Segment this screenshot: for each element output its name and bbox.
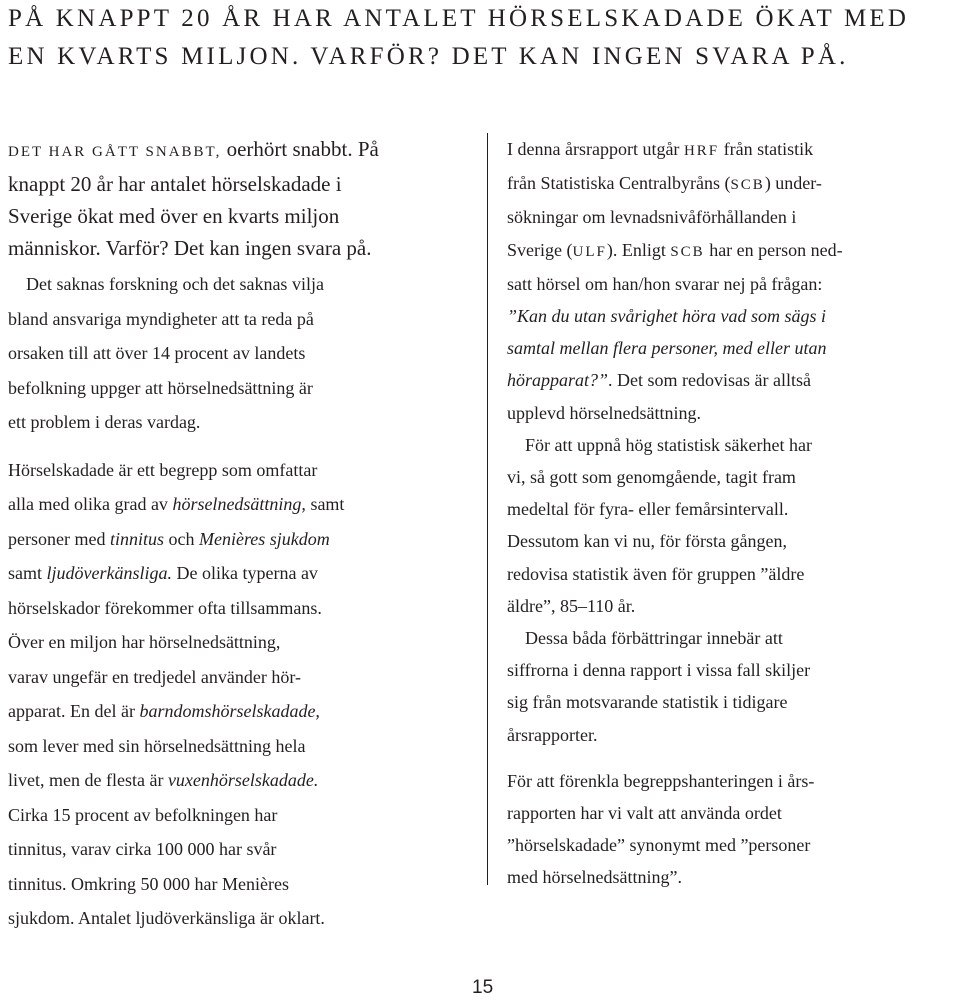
intro-paragraph: DET HAR GÅTT SNABBT, oerhört snabbt. På knappt 20 år har antalet hörselskadade i Sverige ökat med över en kvarts miljon människor. Varför? Det kan ingen svara på.: [8, 137, 379, 260]
lead-smallcaps: DET HAR GÅTT SNABBT,: [8, 144, 222, 160]
page-number: 15: [472, 977, 494, 998]
paragraph-1: Det saknas forskning och det saknas vilja bland ansvariga myndigheter att ta reda på orsaken till att över 14 procent av landets befolkning uppger att hörselnedsättning är ett problem i deras vardag.: [8, 274, 324, 432]
headline-line-2: EN KVARTS MILJON. VARFÖR? DET KAN INGEN SVARA PÅ.: [8, 43, 849, 70]
column-divider: [487, 133, 488, 885]
headline-line-1: PÅ KNAPPT 20 ÅR HAR ANTALET HÖRSELSKADADE ÖKAT MED: [8, 5, 910, 32]
paragraph-2: Hörselskadade är ett begrepp som omfattar alla med olika grad av hörselnedsättning, samt personer med tinnitus och Menières sjukdom samt ljudöverkänsliga. De olika typerna av hörselskador förekommer ofta tillsammans. Över en miljon har hörselnedsättning, varav ungefär en tredjedel använder hör- apparat. En del är barndomshörselskadade, som lever med sin hörselnedsättning hela livet, men de flesta är vuxenhörselskadade. Cirka 15 procent av befolkningen har tinnitus, varav cirka 100 000 har svår tinnitus. Omkring 50 000 har Menières sjukdom. Antalet ljudöverkänsliga är oklart.: [8, 459, 345, 928]
headline: [8, 0, 938, 76]
left-column: [8, 133, 379, 936]
right-column: I denna årsrapport utgår HRF från statistik från Statistiska Centralbyråns (SCB) under- sökningar om levnadsnivåförhållanden i Sverige (ULF). Enligt SCB har en person ned- satt hörsel om han/hon svarar nej på frågan: ”Kan du utan svårighet höra vad som sägs i samtal mellan flera personer, med eller utan hörapparat?”. Det som redovisas är alltså upplevd hörselnedsättning. För att uppnå hög statistisk säkerhet har vi, så gott som genomgående, tagit fram medeltal för fyra- eller femårsintervall. Dessutom kan vi nu, för första gången, redovisa statistik även för gruppen ”äldre äldre”, 85–110 år. Dessa båda förbättringar innebär att siffrorna i denna rapport i vissa fall skiljer sig från motsvarande statistik i tidigare årsrapporter. För att förenkla begreppshanteringen i års- rapporten har vi valt att använda ordet ”hörselskadade” synonymt med ”personer med hörselnedsättning”.: [507, 139, 843, 888]
